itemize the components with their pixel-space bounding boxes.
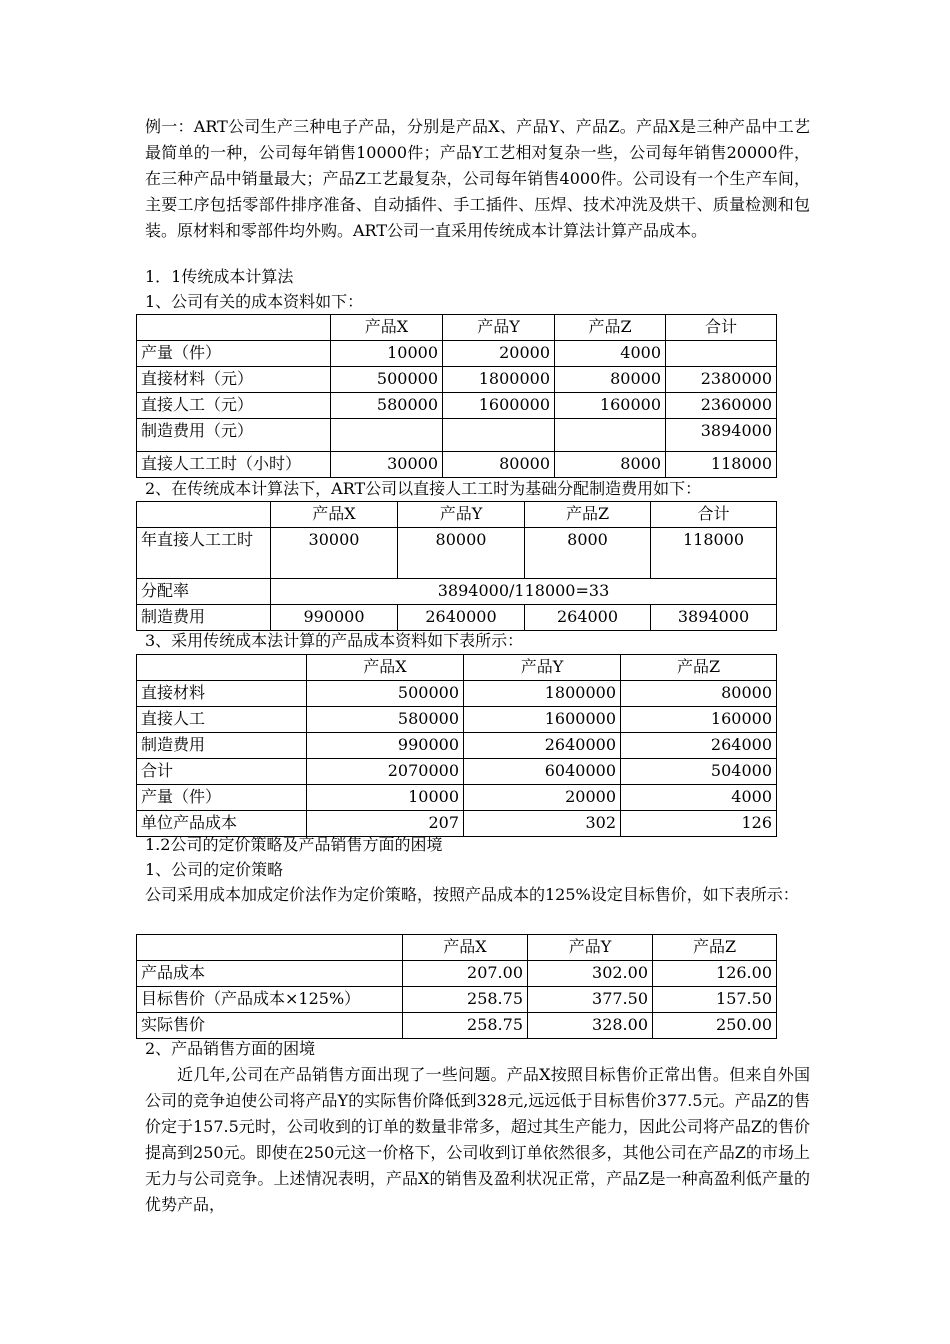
table-cell: 20000 [443,341,555,367]
table-cell: 2640000 [398,605,525,631]
pricing-paragraph: 公司采用成本加成定价法作为定价策略，按照产品成本的125%设定目标售价，如下表所示： [145,885,799,904]
table-row [137,393,777,419]
table-cell: 990000 [271,605,398,631]
row-label: 直接人工 [137,707,307,733]
table-cell: 500000 [331,367,443,393]
item-1-heading: 1、公司有关的成本资料如下： [145,292,364,311]
header-cell [137,315,331,341]
header-cell: 合计 [666,315,777,341]
table-cell: 157.50 [653,987,777,1013]
table-cell: 580000 [331,393,443,419]
table-cell: 4000 [555,341,666,367]
header-cell [137,502,271,528]
table-row [137,452,777,478]
table-cell: 302.00 [528,961,653,987]
table-header-row [137,502,777,528]
table-cell: 8000 [555,452,666,478]
header-cell: 产品Y [398,502,525,528]
header-cell [137,935,403,961]
header-cell: 合计 [651,502,777,528]
table-cell: 10000 [307,785,464,811]
table-cell: 6040000 [464,759,621,785]
header-cell [137,655,307,681]
table-cell: 160000 [621,707,777,733]
table-header-row [137,935,777,961]
cost-data-table [136,314,777,478]
allocation-rate-cell: 3894000/118000=33 [271,579,777,605]
table-row [137,987,777,1013]
table-cell: 258.75 [403,987,528,1013]
table-cell [555,419,666,452]
row-label: 实际售价 [137,1013,403,1039]
table-cell: 264000 [525,605,651,631]
header-cell: 产品Y [443,315,555,341]
table-cell: 302 [464,811,621,837]
header-cell: 产品X [271,502,398,528]
row-label: 直接材料 [137,681,307,707]
table-cell: 580000 [307,707,464,733]
table-row [137,681,777,707]
table-cell: 80000 [398,528,525,579]
row-label: 目标售价（产品成本×125%） [137,987,403,1013]
table-cell: 160000 [555,393,666,419]
table-row [137,785,777,811]
table-row [137,759,777,785]
table-row [137,528,777,579]
row-label: 直接人工工时（小时） [137,452,331,478]
header-cell: 产品X [331,315,443,341]
table-cell [666,341,777,367]
table-cell: 377.50 [528,987,653,1013]
table-cell: 1800000 [464,681,621,707]
table-cell: 504000 [621,759,777,785]
table-header-row [137,315,777,341]
row-label: 合计 [137,759,307,785]
pricing-table [136,934,777,1039]
sub-heading-sales: 2、产品销售方面的困境 [145,1039,316,1058]
table-header-row [137,655,777,681]
table-cell: 118000 [651,528,777,579]
row-label: 单位产品成本 [137,811,307,837]
table-cell: 207 [307,811,464,837]
table-row [137,605,777,631]
header-cell: 产品Z [653,935,777,961]
table-cell: 1600000 [464,707,621,733]
table-row [137,579,777,605]
table-cell [443,419,555,452]
table-row [137,1013,777,1039]
product-cost-table [136,654,777,837]
table-cell: 80000 [443,452,555,478]
row-label: 产量（件） [137,785,307,811]
table-cell: 8000 [525,528,651,579]
table-cell: 500000 [307,681,464,707]
header-cell: 产品Y [464,655,621,681]
table-row [137,367,777,393]
table-cell: 10000 [331,341,443,367]
header-cell: 产品X [307,655,464,681]
table-cell: 258.75 [403,1013,528,1039]
table-cell: 118000 [666,452,777,478]
header-cell: 产品Z [621,655,777,681]
row-label: 年直接人工工时 [137,528,271,579]
table-cell: 207.00 [403,961,528,987]
sales-paragraph: 近几年,公司在产品销售方面出现了一些问题。产品X按照目标售价正常出售。但来自外国公司的竞争迫使公司将产品Y的实际售价降低到328元,远远低于目标售价377.5元。产品Z的售价定于157.5元时，公司收到的订单的数量非常多，超过其生产能力，因此公司将产品Z的售价提高到250元。即使在250元这一价格下，公司收到订单依然很多，其他公司在产品Z的市场上无力与公司竞争。上述情况表明，产品X的销售及盈利状况正常，产品Z是一种高盈利低产量的优势产品， [145,1065,810,1214]
table-row [137,419,777,452]
row-label: 产量（件） [137,341,331,367]
overhead-allocation-table [136,501,777,631]
table-cell: 1600000 [443,393,555,419]
table-cell: 328.00 [528,1013,653,1039]
section-heading-1-1: 1．1传统成本计算法 [145,267,294,286]
table-cell: 264000 [621,733,777,759]
header-cell: 产品Y [528,935,653,961]
table-cell: 2640000 [464,733,621,759]
table-cell: 80000 [621,681,777,707]
table-cell: 2360000 [666,393,777,419]
table-cell: 2380000 [666,367,777,393]
table-row [137,733,777,759]
section-heading-1-2: 1.2公司的定价策略及产品销售方面的困境 [145,835,443,854]
header-cell: 产品Z [525,502,651,528]
table-row [137,707,777,733]
intro-paragraph: 例一：ART公司生产三种电子产品，分别是产品X、产品Y、产品Z。产品X是三种产品中工艺最简单的一种，公司每年销售10000件；产品Y工艺相对复杂一些，公司每年销售20000件，在三种产品中销量最大；产品Z工艺最复杂，公司每年销售4000件。公司设有一个生产车间，主要工序包括零部件排序准备、自动插件、手工插件、压焊、技术冲洗及烘干、质量检测和包装。原材料和零部件均外购。ART公司一直采用传统成本计算法计算产品成本。 [145,117,810,240]
row-label: 直接材料（元） [137,367,331,393]
row-label: 分配率 [137,579,271,605]
table-row [137,961,777,987]
header-cell: 产品X [403,935,528,961]
table-cell [331,419,443,452]
row-label: 制造费用 [137,733,307,759]
row-label: 产品成本 [137,961,403,987]
table-cell: 1800000 [443,367,555,393]
table-cell: 80000 [555,367,666,393]
table-cell: 126.00 [653,961,777,987]
row-label: 直接人工（元） [137,393,331,419]
header-cell: 产品Z [555,315,666,341]
item-2-heading: 2、在传统成本计算法下，ART公司以直接人工工时为基础分配制造费用如下： [145,479,702,498]
table-row [137,341,777,367]
table-cell: 30000 [271,528,398,579]
table-cell: 20000 [464,785,621,811]
table-cell: 250.00 [653,1013,777,1039]
table-cell: 990000 [307,733,464,759]
row-label: 制造费用 [137,605,271,631]
item-3-heading: 3、采用传统成本法计算的产品成本资料如下表所示： [145,631,524,650]
table-cell: 3894000 [666,419,777,452]
table-cell: 30000 [331,452,443,478]
table-cell: 126 [621,811,777,837]
table-cell: 2070000 [307,759,464,785]
sub-heading-pricing: 1、公司的定价策略 [145,860,284,879]
row-label: 制造费用（元） [137,419,331,452]
table-cell: 4000 [621,785,777,811]
table-cell: 3894000 [651,605,777,631]
